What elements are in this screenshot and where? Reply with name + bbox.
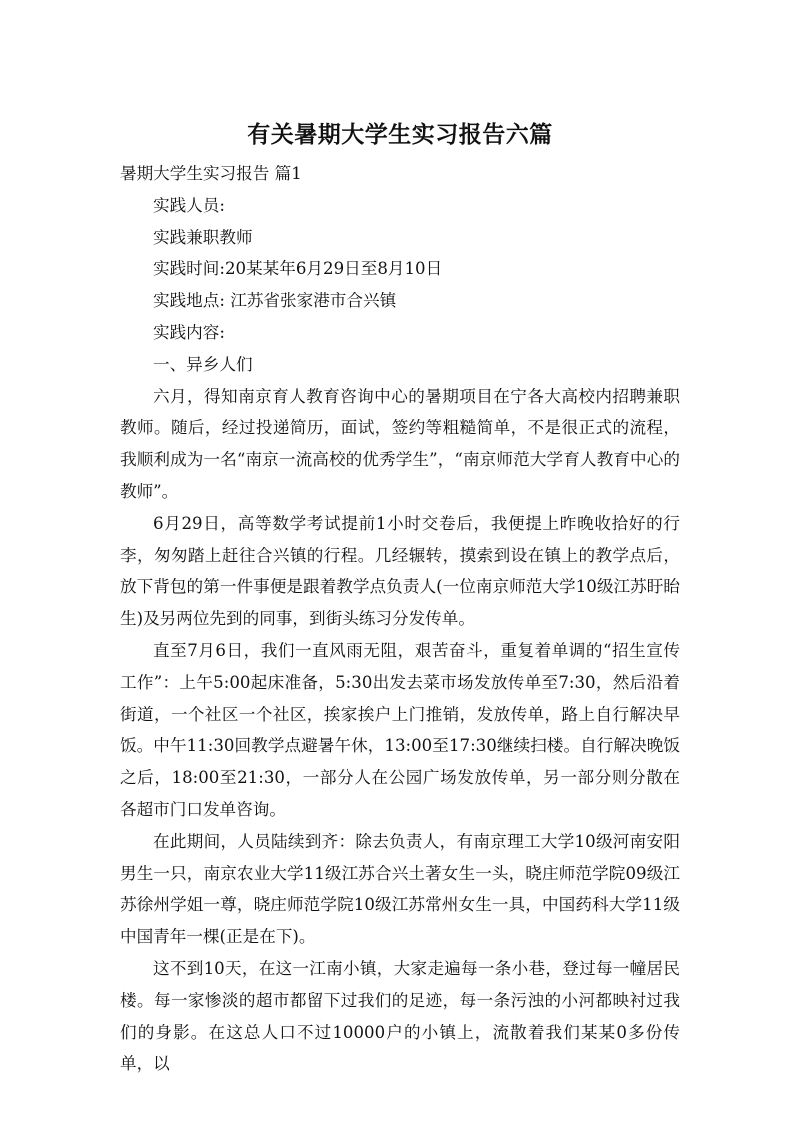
info-line: 实践兼职教师 — [153, 227, 253, 247]
section-heading: 暑期大学生实习报告 篇1 — [120, 164, 302, 183]
body-paragraph: 6月29日，高等数学考试提前1小时交卷后，我便提上昨晚收拾好的行李，匆匆踏上赶往合兴镇的行程。几经辗转，摸索到设在镇上的教学点后，放下背包的第一件事便是跟着教学点负责人(一位南京师范大学10级江苏盱眙生)及另两位先到的同事，到街头练习分发传单。 — [120, 513, 680, 629]
body-paragraph: 这不到10天，在这一江南小镇，大家走遍每一条小巷，登过每一幢居民楼。每一家惨淡的超市都留下过我们的足迹，每一条污浊的小河都映衬过我们的身影。在这总人口不过10000户的小镇上，流散着我们某某0多份传单，以 — [120, 958, 680, 1074]
document-body — [120, 158, 680, 1080]
info-line: 实践地点: 江苏省张家港市合兴镇 — [153, 291, 397, 311]
body-paragraph: 直至7月6日，我们一直风雨无阻，艰苦奋斗，重复着单调的“招生宣传工作”：上午5:00起床准备，5:30出发去菜市场发放传单至7:30，然后沿着街道，一个社区一个社区，挨家挨户上门推销，发放传单，路上自行解决早饭。中午11:30回教学点避暑午休，13:00至17:30继续扫楼。自行解决晚饭之后，18:00至21:30，一部分人在公园广场发放传单，另一部分则分散在各超市门口发单咨询。 — [120, 640, 680, 819]
document-title: 有关暑期大学生实习报告六篇 — [247, 122, 553, 148]
subsection-heading: 一、异乡人们 — [153, 354, 253, 374]
body-paragraph: 在此期间，人员陆续到齐：除去负责人，有南京理工大学10级河南安阳男生一只，南京农业大学11级江苏合兴土著女生一头，晓庄师范学院09级江苏徐州学姐一尊，晓庄师范学院10级江苏常州女生一具，中国药科大学11级中国青年一棵(正是在下)。 — [120, 831, 680, 947]
info-line: 实践人员: — [153, 195, 225, 215]
info-line: 实践内容: — [153, 322, 225, 342]
body-paragraph: 六月，得知南京育人教育咨询中心的暑期项目在宁各大高校内招聘兼职教师。随后，经过投递简历，面试，签约等粗糙简单，不是很正式的流程，我顺利成为一名“南京一流高校的优秀学生”，“南京师范大学育人教育中心的教师”。 — [120, 386, 680, 501]
info-line: 实践时间:20某某年6月29日至8月10日 — [153, 259, 443, 279]
